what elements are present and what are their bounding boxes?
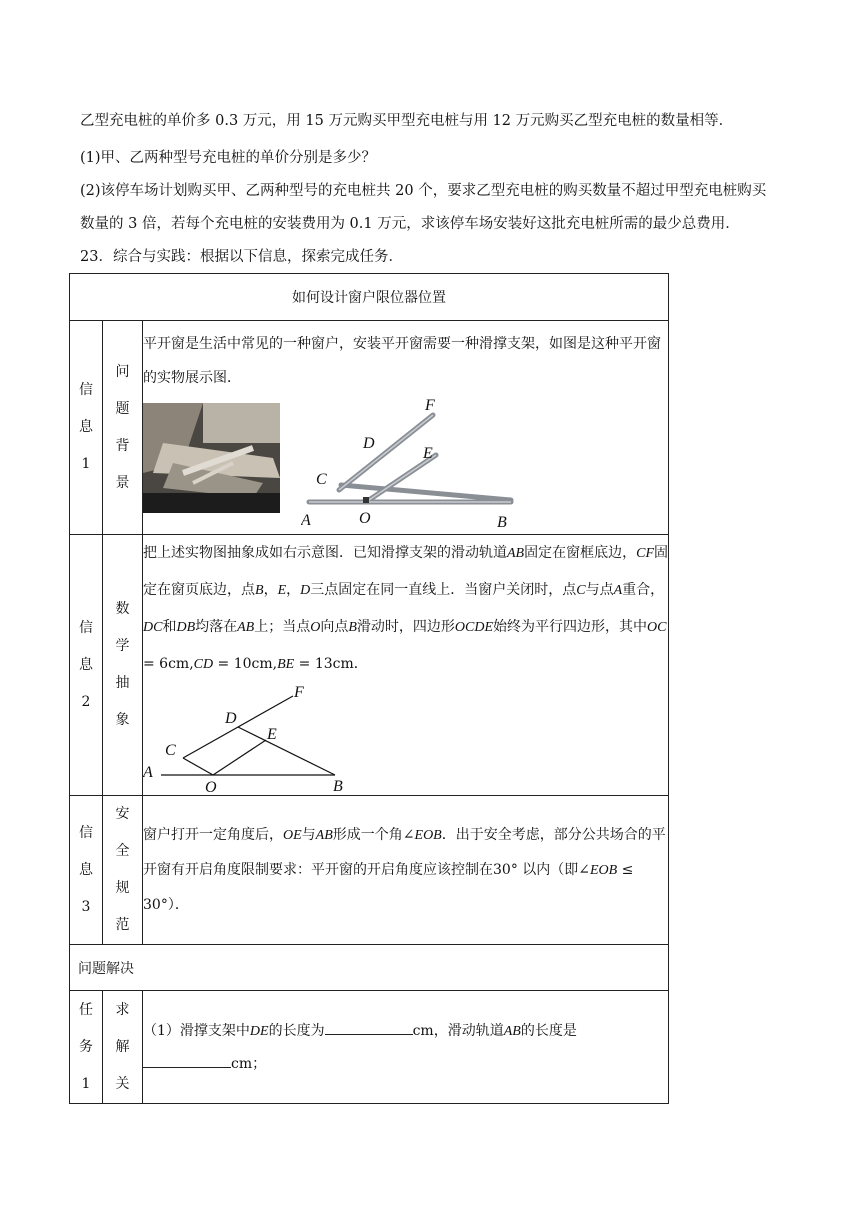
label-B: B [497, 513, 507, 531]
info-1-content [143, 321, 669, 535]
label-A: A [301, 511, 311, 529]
label-D: D [225, 710, 237, 727]
task-1-sublabel: 求 解 关 [103, 991, 143, 1104]
answer-blank-1[interactable] [325, 1020, 413, 1035]
task-1-content [143, 991, 669, 1104]
info-3-content [143, 796, 669, 945]
info-2-label: 信 息 2 [70, 535, 103, 796]
window-photo [143, 403, 280, 513]
info-1-label: 信 息 1 [70, 321, 103, 535]
table-title: 如何设计窗户限位器位置 [70, 274, 669, 321]
label-E: E [423, 444, 433, 462]
task-1-row [70, 991, 669, 1104]
info-2-sublabel: 数 学 抽 象 [103, 535, 143, 796]
info-2-text: 把上述实物图抽象成如右示意图．已知滑撑支架的滑动轨道AB固定在窗框底边，CF固定在窗页底边，点B，E，D三点固定在同一直线上．当窗户关闭时，点C与点A重合，DC和DB均落在AB上；当点O向点B滑动时，四边形OCDE始终为平行四边形，其中OC = 6cm,CD = 10cm,BE = 13cm． [143, 545, 668, 672]
label-O: O [359, 509, 371, 527]
info-3-label: 信 息 3 [70, 796, 103, 945]
info-1-sublabel: 问 题 背 景 [103, 321, 143, 535]
info-1-text: 平开窗是生活中常见的一种窗户，安装平开窗需要一种滑撑支架，如图是这种平开窗的实物展示图． [143, 335, 661, 386]
question-1: (1)甲、乙两种型号充电桩的单价分别是多少？ [80, 150, 377, 166]
answer-blank-2[interactable] [143, 1053, 231, 1068]
info-2-figure [143, 685, 363, 795]
problem-row [70, 945, 669, 991]
question-23-heading: 23．综合与实践：根据以下信息，探索完成任务． [80, 249, 403, 265]
info-table [69, 273, 669, 1104]
info-3-text: 窗户打开一定角度后，OE与AB形成一个角∠EOB．出于安全考虑，部分公共场合的平开窗有开启角度限制要求：平开窗的开启角度应该控制在30° 以内（即∠EOB ≤ 30°）． [143, 827, 666, 913]
label-C: C [165, 742, 176, 759]
intro-line-1: 乙型充电桩的单价多 0.3 万元，用 15 万元购买甲型充电桩与用 12 万元购买乙型充电桩的数量相等． [80, 113, 734, 129]
label-A: A [143, 764, 153, 781]
info-3-row [70, 796, 669, 945]
label-D: D [363, 434, 375, 452]
label-F: F [425, 396, 435, 414]
question-2-line-2: 数量的 3 倍，若每个充电桩的安装费用为 0.1 万元，求该停车场安装好这批充电桩所需的最少总费用． [80, 216, 740, 232]
info-3-sublabel: 安 全 规 范 [103, 796, 143, 945]
info-1-row [70, 321, 669, 535]
info-2-content [143, 535, 669, 796]
info-2-row [70, 535, 669, 796]
label-C: C [316, 470, 327, 488]
task-1-text: （1）滑撑支架中DE的长度为 cm，滑动轨道AB的长度是 cm； [143, 1015, 668, 1080]
label-F: F [294, 685, 304, 701]
label-B: B [333, 778, 343, 795]
label-E: E [267, 726, 277, 743]
info-1-figure [301, 385, 541, 535]
table-title-row [70, 274, 669, 321]
problem-title: 问题解决 [70, 945, 669, 991]
question-2-line-1: (2)该停车场计划购买甲、乙两种型号的充电桩共 20 个，要求乙型充电桩的购买数量不超过甲型充电桩购买 [80, 183, 767, 199]
label-O: O [205, 779, 217, 795]
task-1-label: 任 务 1 [70, 991, 103, 1104]
